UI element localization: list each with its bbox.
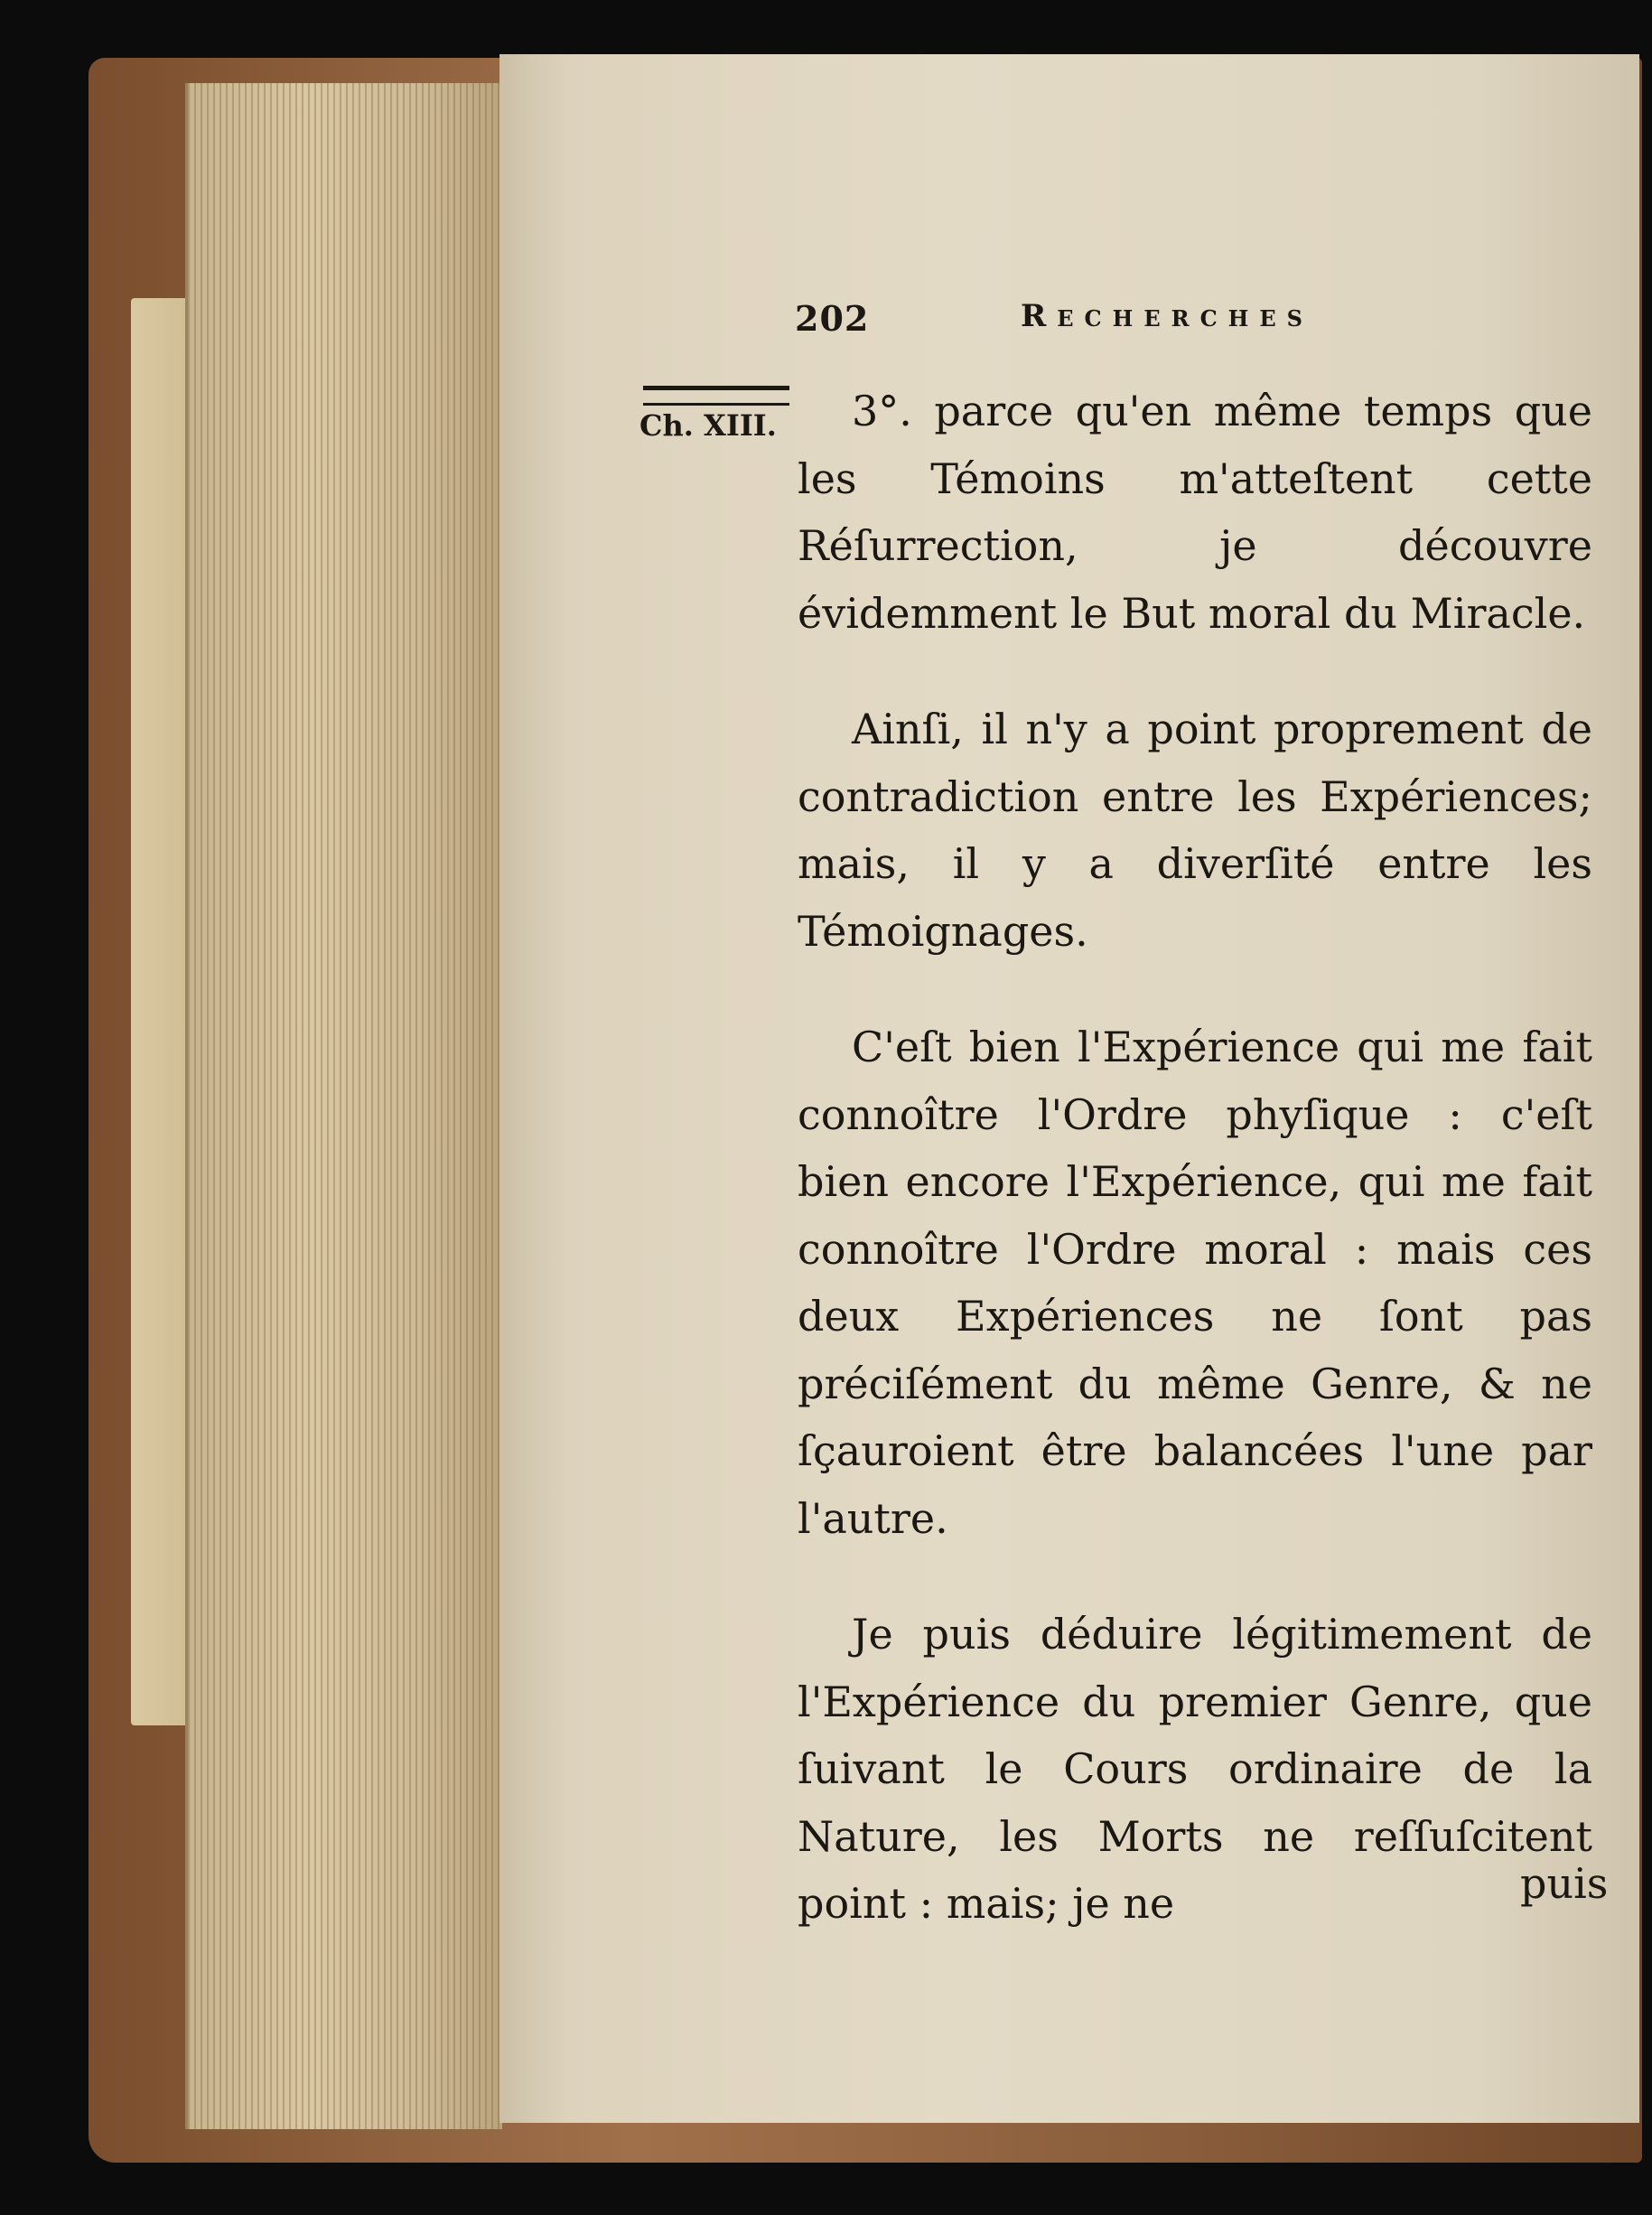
chapter-rule <box>643 386 789 406</box>
catchword: puis <box>1520 1859 1609 1908</box>
body-text <box>798 378 1592 1938</box>
paragraph-2: Ainſi, il n'y a point proprement de contradiction entre les Expériences; mais, il y a diverſité entre les Témoignages. <box>798 705 1592 956</box>
page-number: 202 <box>795 298 870 339</box>
chapter-label: Ch. XIII. <box>639 408 777 443</box>
running-title: Recherches <box>1021 298 1313 334</box>
page-edges <box>185 83 502 2129</box>
paragraph-3: C'eſt bien l'Expérience qui me fait connoître l'Ordre phyſique : c'eſt bien encore l'Expérience, qui me fait connoître l'Ordre moral : mais ces deux Expériences ne ſont pas préciſément du même Genre, & ne ſçauroient être balancées l'une par l'autre. <box>798 1023 1592 1543</box>
paragraph-1: 3°. parce qu'en même temps que les Témoins m'atteſtent cette Réſurrection, je découvre évidemment le But moral du Miracle. <box>798 387 1592 638</box>
paragraph-4: Je puis déduire légitimement de l'Expérience du premier Genre, que ſuivant le Cours ordinaire de la Nature, les Morts ne reſſuſcitent point : mais; je ne <box>798 1610 1592 1928</box>
running-head <box>795 298 1427 352</box>
